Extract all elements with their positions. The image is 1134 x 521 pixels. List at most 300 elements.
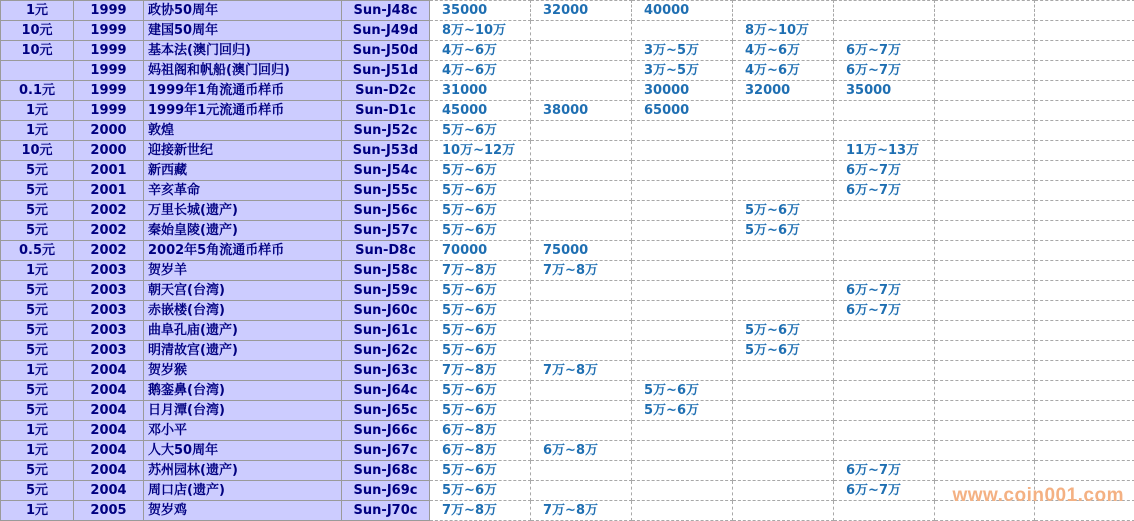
coin-name-cell: 邓小平 bbox=[144, 421, 342, 441]
price-cell bbox=[935, 321, 1035, 341]
price-cell bbox=[834, 101, 935, 121]
catalog-code-cell: Sun-J62c bbox=[342, 341, 430, 361]
price-cell: 6万~7万 bbox=[834, 161, 935, 181]
price-cell bbox=[531, 421, 632, 441]
price-cell bbox=[632, 261, 733, 281]
price-cell bbox=[632, 141, 733, 161]
price-cell: 38000 bbox=[531, 101, 632, 121]
year-cell: 2002 bbox=[74, 241, 144, 261]
price-cell bbox=[733, 241, 834, 261]
table-row bbox=[1, 361, 1134, 381]
price-cell bbox=[1035, 441, 1134, 461]
price-cell bbox=[531, 301, 632, 321]
price-cell bbox=[834, 261, 935, 281]
coin-name-cell: 建国50周年 bbox=[144, 21, 342, 41]
price-cell bbox=[1035, 141, 1134, 161]
price-cell bbox=[733, 501, 834, 521]
price-cell: 5万~6万 bbox=[632, 381, 733, 401]
year-cell: 1999 bbox=[74, 61, 144, 81]
price-cell: 7万~8万 bbox=[531, 501, 632, 521]
price-cell bbox=[834, 501, 935, 521]
price-cell bbox=[1035, 301, 1134, 321]
price-cell bbox=[531, 61, 632, 81]
denomination-cell: 5元 bbox=[1, 221, 74, 241]
price-cell bbox=[935, 221, 1035, 241]
table-row bbox=[1, 421, 1134, 441]
denomination-cell: 5元 bbox=[1, 341, 74, 361]
price-cell bbox=[632, 181, 733, 201]
price-cell bbox=[531, 401, 632, 421]
denomination-cell: 1元 bbox=[1, 361, 74, 381]
denomination-cell: 1元 bbox=[1, 101, 74, 121]
price-cell bbox=[935, 121, 1035, 141]
year-cell: 2004 bbox=[74, 441, 144, 461]
year-cell: 2004 bbox=[74, 461, 144, 481]
price-cell: 5万~6万 bbox=[733, 221, 834, 241]
price-cell bbox=[935, 301, 1035, 321]
denomination-cell: 5元 bbox=[1, 481, 74, 501]
catalog-code-cell: Sun-J68c bbox=[342, 461, 430, 481]
catalog-code-cell: Sun-J51d bbox=[342, 61, 430, 81]
year-cell: 1999 bbox=[74, 101, 144, 121]
price-cell bbox=[632, 481, 733, 501]
year-cell: 1999 bbox=[74, 21, 144, 41]
catalog-code-cell: Sun-J70c bbox=[342, 501, 430, 521]
catalog-code-cell: Sun-J59c bbox=[342, 281, 430, 301]
coin-name-cell: 曲阜孔庙(遗产) bbox=[144, 321, 342, 341]
denomination-cell: 5元 bbox=[1, 161, 74, 181]
year-cell: 2003 bbox=[74, 341, 144, 361]
price-cell: 6万~8万 bbox=[430, 421, 531, 441]
denomination-cell: 1元 bbox=[1, 421, 74, 441]
price-cell bbox=[632, 21, 733, 41]
price-cell bbox=[531, 121, 632, 141]
price-cell bbox=[834, 1, 935, 21]
table-row bbox=[1, 41, 1134, 61]
price-cell: 6万~7万 bbox=[834, 481, 935, 501]
year-cell: 2003 bbox=[74, 321, 144, 341]
catalog-code-cell: Sun-J53d bbox=[342, 141, 430, 161]
price-cell: 7万~8万 bbox=[430, 361, 531, 381]
denomination-cell: 5元 bbox=[1, 321, 74, 341]
table-row bbox=[1, 381, 1134, 401]
price-cell bbox=[632, 201, 733, 221]
price-cell: 6万~7万 bbox=[834, 61, 935, 81]
price-cell: 5万~6万 bbox=[430, 181, 531, 201]
coin-name-cell: 贺岁羊 bbox=[144, 261, 342, 281]
price-cell bbox=[1035, 101, 1134, 121]
price-cell bbox=[1035, 241, 1134, 261]
price-cell: 3万~5万 bbox=[632, 61, 733, 81]
price-cell bbox=[1035, 161, 1134, 181]
price-cell bbox=[1035, 261, 1134, 281]
catalog-code-cell: Sun-J57c bbox=[342, 221, 430, 241]
price-cell bbox=[935, 21, 1035, 41]
price-cell: 5万~6万 bbox=[430, 221, 531, 241]
price-cell bbox=[1035, 81, 1134, 101]
catalog-code-cell: Sun-J48c bbox=[342, 1, 430, 21]
price-cell bbox=[935, 361, 1035, 381]
price-cell: 70000 bbox=[430, 241, 531, 261]
year-cell: 2001 bbox=[74, 181, 144, 201]
table-row bbox=[1, 21, 1134, 41]
price-cell bbox=[632, 341, 733, 361]
price-cell bbox=[1035, 121, 1134, 141]
year-cell: 1999 bbox=[74, 81, 144, 101]
price-cell bbox=[834, 21, 935, 41]
table-row bbox=[1, 61, 1134, 81]
price-cell bbox=[935, 421, 1035, 441]
catalog-code-cell: Sun-J50d bbox=[342, 41, 430, 61]
price-cell: 5万~6万 bbox=[430, 201, 531, 221]
price-cell bbox=[632, 161, 733, 181]
price-cell bbox=[632, 421, 733, 441]
price-cell bbox=[1035, 461, 1134, 481]
price-cell bbox=[834, 381, 935, 401]
coin-name-cell: 新西藏 bbox=[144, 161, 342, 181]
price-cell bbox=[531, 381, 632, 401]
price-cell bbox=[531, 81, 632, 101]
price-cell bbox=[531, 21, 632, 41]
denomination-cell: 5元 bbox=[1, 201, 74, 221]
catalog-code-cell: Sun-J54c bbox=[342, 161, 430, 181]
price-cell bbox=[834, 241, 935, 261]
price-cell bbox=[733, 441, 834, 461]
coin-name-cell: 基本法(澳门回归) bbox=[144, 41, 342, 61]
year-cell: 2002 bbox=[74, 221, 144, 241]
table-row bbox=[1, 81, 1134, 101]
price-cell bbox=[834, 421, 935, 441]
price-cell bbox=[733, 401, 834, 421]
price-cell bbox=[531, 221, 632, 241]
price-cell bbox=[733, 421, 834, 441]
table-row bbox=[1, 181, 1134, 201]
price-cell bbox=[1035, 341, 1134, 361]
price-cell: 8万~10万 bbox=[733, 21, 834, 41]
table-row bbox=[1, 321, 1134, 341]
catalog-code-cell: Sun-J52c bbox=[342, 121, 430, 141]
table-row bbox=[1, 401, 1134, 421]
year-cell: 2003 bbox=[74, 281, 144, 301]
price-cell: 5万~6万 bbox=[430, 301, 531, 321]
price-cell bbox=[834, 401, 935, 421]
year-cell: 2003 bbox=[74, 301, 144, 321]
coin-name-cell: 政协50周年 bbox=[144, 1, 342, 21]
price-cell bbox=[531, 181, 632, 201]
price-cell bbox=[531, 321, 632, 341]
catalog-code-cell: Sun-J64c bbox=[342, 381, 430, 401]
catalog-code-cell: Sun-J67c bbox=[342, 441, 430, 461]
catalog-code-cell: Sun-D2c bbox=[342, 81, 430, 101]
table-row bbox=[1, 281, 1134, 301]
catalog-code-cell: Sun-D1c bbox=[342, 101, 430, 121]
denomination-cell bbox=[1, 61, 74, 81]
price-cell bbox=[935, 41, 1035, 61]
price-cell bbox=[935, 81, 1035, 101]
price-cell bbox=[935, 441, 1035, 461]
price-cell: 30000 bbox=[632, 81, 733, 101]
year-cell: 2004 bbox=[74, 421, 144, 441]
price-cell bbox=[1035, 181, 1134, 201]
price-cell: 6万~7万 bbox=[834, 41, 935, 61]
price-cell bbox=[632, 361, 733, 381]
coin-name-cell: 朝天宫(台湾) bbox=[144, 281, 342, 301]
coin-name-cell: 人大50周年 bbox=[144, 441, 342, 461]
year-cell: 2004 bbox=[74, 381, 144, 401]
price-cell bbox=[935, 1, 1035, 21]
price-cell bbox=[733, 301, 834, 321]
price-cell bbox=[935, 241, 1035, 261]
price-cell bbox=[531, 41, 632, 61]
price-cell bbox=[733, 101, 834, 121]
price-cell bbox=[632, 461, 733, 481]
price-cell: 11万~13万 bbox=[834, 141, 935, 161]
catalog-code-cell: Sun-J69c bbox=[342, 481, 430, 501]
price-cell bbox=[1035, 281, 1134, 301]
denomination-cell: 5元 bbox=[1, 281, 74, 301]
price-cell bbox=[733, 461, 834, 481]
price-cell bbox=[935, 61, 1035, 81]
price-cell bbox=[834, 221, 935, 241]
price-cell bbox=[1035, 421, 1134, 441]
price-cell bbox=[935, 281, 1035, 301]
price-cell bbox=[1035, 321, 1134, 341]
price-cell bbox=[733, 181, 834, 201]
price-cell bbox=[1035, 221, 1134, 241]
price-cell bbox=[733, 141, 834, 161]
price-cell bbox=[531, 201, 632, 221]
price-cell bbox=[733, 281, 834, 301]
catalog-code-cell: Sun-D8c bbox=[342, 241, 430, 261]
price-cell bbox=[1035, 401, 1134, 421]
price-cell: 4万~6万 bbox=[430, 61, 531, 81]
coin-name-cell: 周口店(遗产) bbox=[144, 481, 342, 501]
price-cell bbox=[1035, 61, 1134, 81]
price-cell bbox=[531, 161, 632, 181]
coin-name-cell: 日月潭(台湾) bbox=[144, 401, 342, 421]
denomination-cell: 5元 bbox=[1, 301, 74, 321]
denomination-cell: 1元 bbox=[1, 501, 74, 521]
price-cell bbox=[632, 501, 733, 521]
year-cell: 1999 bbox=[74, 1, 144, 21]
coin-name-cell: 赤嵌楼(台湾) bbox=[144, 301, 342, 321]
coin-name-cell: 贺岁鸡 bbox=[144, 501, 342, 521]
price-cell: 5万~6万 bbox=[430, 481, 531, 501]
price-cell bbox=[834, 201, 935, 221]
price-cell bbox=[1035, 201, 1134, 221]
table-row bbox=[1, 301, 1134, 321]
price-cell bbox=[1035, 21, 1134, 41]
price-cell: 32000 bbox=[733, 81, 834, 101]
price-cell bbox=[834, 441, 935, 461]
year-cell: 1999 bbox=[74, 41, 144, 61]
price-cell: 65000 bbox=[632, 101, 733, 121]
price-cell: 4万~6万 bbox=[733, 61, 834, 81]
catalog-code-cell: Sun-J66c bbox=[342, 421, 430, 441]
price-cell: 4万~6万 bbox=[430, 41, 531, 61]
catalog-code-cell: Sun-J60c bbox=[342, 301, 430, 321]
price-cell bbox=[935, 101, 1035, 121]
price-cell: 5万~6万 bbox=[733, 341, 834, 361]
price-cell: 5万~6万 bbox=[430, 121, 531, 141]
price-cell: 6万~7万 bbox=[834, 301, 935, 321]
price-cell bbox=[632, 281, 733, 301]
price-cell: 6万~7万 bbox=[834, 281, 935, 301]
price-cell bbox=[1035, 1, 1134, 21]
price-cell bbox=[834, 341, 935, 361]
year-cell: 2004 bbox=[74, 481, 144, 501]
table-row bbox=[1, 121, 1134, 141]
price-cell bbox=[733, 361, 834, 381]
table-row bbox=[1, 261, 1134, 281]
price-cell bbox=[531, 461, 632, 481]
catalog-code-cell: Sun-J56c bbox=[342, 201, 430, 221]
coin-name-cell: 迎接新世纪 bbox=[144, 141, 342, 161]
price-cell bbox=[935, 381, 1035, 401]
price-cell bbox=[834, 121, 935, 141]
price-cell: 32000 bbox=[531, 1, 632, 21]
price-cell: 5万~6万 bbox=[430, 281, 531, 301]
catalog-code-cell: Sun-J55c bbox=[342, 181, 430, 201]
denomination-cell: 1元 bbox=[1, 121, 74, 141]
price-cell bbox=[632, 121, 733, 141]
price-cell bbox=[733, 1, 834, 21]
table-row bbox=[1, 341, 1134, 361]
coin-name-cell: 明清故宫(遗产) bbox=[144, 341, 342, 361]
coin-name-cell: 万里长城(遗产) bbox=[144, 201, 342, 221]
catalog-code-cell: Sun-J49d bbox=[342, 21, 430, 41]
price-cell bbox=[531, 141, 632, 161]
year-cell: 2004 bbox=[74, 361, 144, 381]
price-cell: 31000 bbox=[430, 81, 531, 101]
price-cell: 5万~6万 bbox=[430, 401, 531, 421]
price-cell bbox=[531, 341, 632, 361]
price-cell bbox=[935, 201, 1035, 221]
denomination-cell: 1元 bbox=[1, 441, 74, 461]
price-cell bbox=[733, 161, 834, 181]
price-cell bbox=[733, 381, 834, 401]
price-cell: 5万~6万 bbox=[430, 321, 531, 341]
table-row bbox=[1, 441, 1134, 461]
catalog-code-cell: Sun-J63c bbox=[342, 361, 430, 381]
price-cell: 5万~6万 bbox=[632, 401, 733, 421]
price-cell: 7万~8万 bbox=[531, 261, 632, 281]
coin-name-cell: 妈祖阁和帆船(澳门回归) bbox=[144, 61, 342, 81]
price-cell bbox=[632, 301, 733, 321]
price-cell bbox=[834, 361, 935, 381]
price-cell bbox=[1035, 361, 1134, 381]
denomination-cell: 5元 bbox=[1, 461, 74, 481]
price-cell bbox=[1035, 381, 1134, 401]
price-cell bbox=[531, 481, 632, 501]
coin-name-cell: 敦煌 bbox=[144, 121, 342, 141]
catalog-code-cell: Sun-J65c bbox=[342, 401, 430, 421]
price-cell: 45000 bbox=[430, 101, 531, 121]
denomination-cell: 10元 bbox=[1, 21, 74, 41]
coin-name-cell: 贺岁猴 bbox=[144, 361, 342, 381]
price-cell bbox=[632, 321, 733, 341]
price-cell: 40000 bbox=[632, 1, 733, 21]
table-row bbox=[1, 461, 1134, 481]
denomination-cell: 5元 bbox=[1, 181, 74, 201]
table-row bbox=[1, 241, 1134, 261]
price-cell bbox=[733, 481, 834, 501]
price-cell bbox=[935, 161, 1035, 181]
price-cell: 4万~6万 bbox=[733, 41, 834, 61]
price-cell: 6万~8万 bbox=[430, 441, 531, 461]
denomination-cell: 5元 bbox=[1, 401, 74, 421]
coin-name-cell: 秦始皇陵(遗产) bbox=[144, 221, 342, 241]
price-cell: 6万~7万 bbox=[834, 181, 935, 201]
price-cell: 5万~6万 bbox=[733, 201, 834, 221]
price-cell bbox=[935, 261, 1035, 281]
table-row bbox=[1, 161, 1134, 181]
price-cell: 8万~10万 bbox=[430, 21, 531, 41]
price-cell: 7万~8万 bbox=[430, 261, 531, 281]
table-row bbox=[1, 1, 1134, 21]
price-cell bbox=[531, 281, 632, 301]
price-cell: 75000 bbox=[531, 241, 632, 261]
table-row bbox=[1, 101, 1134, 121]
coin-name-cell: 1999年1元流通币样币 bbox=[144, 101, 342, 121]
price-cell bbox=[733, 121, 834, 141]
price-cell: 5万~6万 bbox=[733, 321, 834, 341]
coin-name-cell: 辛亥革命 bbox=[144, 181, 342, 201]
year-cell: 2000 bbox=[74, 141, 144, 161]
coin-name-cell: 2002年5角流通币样币 bbox=[144, 241, 342, 261]
catalog-code-cell: Sun-J58c bbox=[342, 261, 430, 281]
price-cell bbox=[632, 241, 733, 261]
price-cell bbox=[733, 261, 834, 281]
price-cell: 3万~5万 bbox=[632, 41, 733, 61]
price-cell: 10万~12万 bbox=[430, 141, 531, 161]
coin-name-cell: 1999年1角流通币样币 bbox=[144, 81, 342, 101]
price-cell bbox=[632, 441, 733, 461]
price-cell bbox=[935, 461, 1035, 481]
denomination-cell: 0.5元 bbox=[1, 241, 74, 261]
year-cell: 2000 bbox=[74, 121, 144, 141]
price-cell bbox=[1035, 41, 1134, 61]
table-row bbox=[1, 201, 1134, 221]
price-cell: 6万~8万 bbox=[531, 441, 632, 461]
catalog-code-cell: Sun-J61c bbox=[342, 321, 430, 341]
coin-name-cell: 苏州园林(遗产) bbox=[144, 461, 342, 481]
year-cell: 2005 bbox=[74, 501, 144, 521]
price-cell bbox=[834, 321, 935, 341]
price-cell: 35000 bbox=[834, 81, 935, 101]
price-cell: 5万~6万 bbox=[430, 381, 531, 401]
price-cell bbox=[632, 221, 733, 241]
coin-name-cell: 鹅銮鼻(台湾) bbox=[144, 381, 342, 401]
price-cell: 5万~6万 bbox=[430, 161, 531, 181]
table-row bbox=[1, 141, 1134, 161]
denomination-cell: 0.1元 bbox=[1, 81, 74, 101]
price-cell: 5万~6万 bbox=[430, 341, 531, 361]
year-cell: 2002 bbox=[74, 201, 144, 221]
table-row bbox=[1, 221, 1134, 241]
denomination-cell: 1元 bbox=[1, 261, 74, 281]
year-cell: 2004 bbox=[74, 401, 144, 421]
denomination-cell: 5元 bbox=[1, 381, 74, 401]
watermark-text: www.coin001.com bbox=[952, 485, 1124, 506]
price-cell: 7万~8万 bbox=[531, 361, 632, 381]
table-body bbox=[1, 1, 1134, 521]
price-cell: 6万~7万 bbox=[834, 461, 935, 481]
price-cell: 35000 bbox=[430, 1, 531, 21]
price-cell bbox=[935, 181, 1035, 201]
year-cell: 2003 bbox=[74, 261, 144, 281]
price-cell bbox=[935, 401, 1035, 421]
